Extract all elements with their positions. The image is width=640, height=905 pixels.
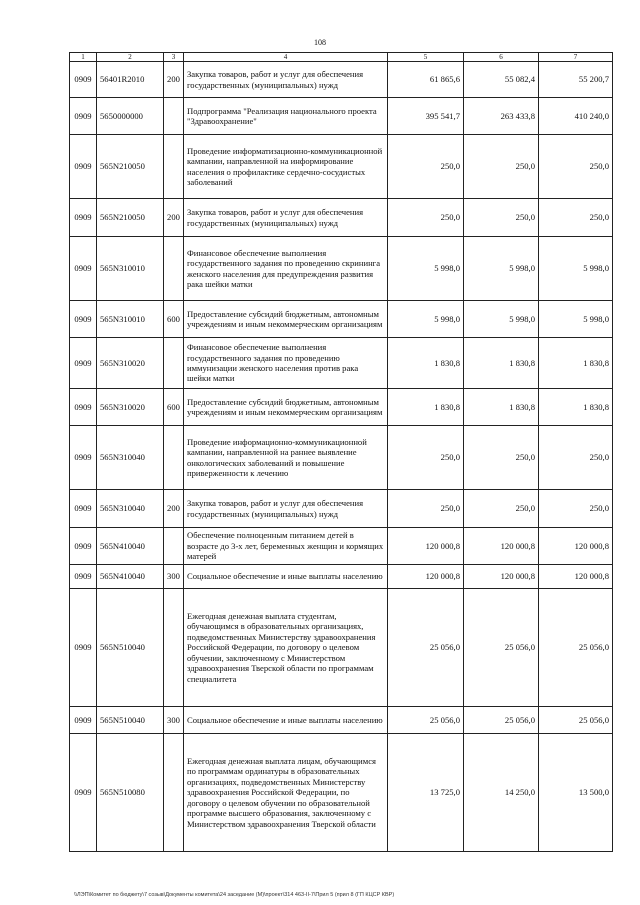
amount-year-3-cell: 1 830,8: [539, 338, 613, 389]
budget-table: [69, 52, 613, 852]
amount-year-2-cell: 55 082,4: [464, 62, 539, 98]
amount-year-2-cell: 25 056,0: [464, 707, 539, 734]
target-article-cell: 565N310020: [97, 389, 164, 426]
section-code-cell: 0909: [70, 301, 97, 338]
amount-year-1-cell: 250,0: [388, 490, 464, 528]
amount-year-2-cell: 1 830,8: [464, 338, 539, 389]
amount-year-2-cell: 250,0: [464, 199, 539, 237]
table-row: [70, 734, 613, 852]
amount-year-2-cell: 263 433,8: [464, 98, 539, 135]
amount-year-1-cell: 25 056,0: [388, 707, 464, 734]
amount-year-2-cell: 5 998,0: [464, 237, 539, 301]
table-row: [70, 301, 613, 338]
amount-year-2-cell: 120 000,8: [464, 565, 539, 589]
section-code-cell: 0909: [70, 62, 97, 98]
target-article-cell: 565N310010: [97, 301, 164, 338]
table-row: [70, 490, 613, 528]
section-code-cell: 0909: [70, 490, 97, 528]
section-code-cell: 0909: [70, 98, 97, 135]
file-path-footer: \\ЛЭП\Комитет по бюджету\7 созыв\Документы комитета\24 заседание (М)\проект\314 463-II-7\Прил 5 (прил 8 (ГП КЦСР КВР): [74, 892, 395, 898]
amount-year-3-cell: 120 000,8: [539, 528, 613, 565]
amount-year-2-cell: 250,0: [464, 426, 539, 490]
amount-year-3-cell: 5 998,0: [539, 301, 613, 338]
amount-year-1-cell: 120 000,8: [388, 528, 464, 565]
expense-type-cell: [164, 237, 184, 301]
target-article-cell: 565N310040: [97, 426, 164, 490]
expense-type-cell: [164, 98, 184, 135]
description-cell: Ежегодная денежная выплата лицам, обучающимся по программам ординатуры в образовательных организациях, подведомственных Министерству здравоохранения Российской Федерации, по договору о целевом обучении по образовательной программе высшего образования, заключенному с Министерством здравоохранения Тверской области: [184, 734, 388, 852]
amount-year-1-cell: 120 000,8: [388, 565, 464, 589]
amount-year-2-cell: 5 998,0: [464, 301, 539, 338]
table-row: [70, 528, 613, 565]
description-cell: Ежегодная денежная выплата студентам, обучающимся в образовательных организациях, подведомственных Министерству здравоохранения Российской Федерации, по договору о целевом обучении, заключенному с Министерством здравоохранения Тверской области по программам специалитета: [184, 589, 388, 707]
table-row: [70, 237, 613, 301]
amount-year-1-cell: 5 998,0: [388, 301, 464, 338]
section-code-cell: 0909: [70, 199, 97, 237]
expense-type-cell: 600: [164, 301, 184, 338]
expense-type-cell: [164, 338, 184, 389]
table-row: [70, 707, 613, 734]
column-header: 2: [97, 53, 164, 62]
section-code-cell: 0909: [70, 338, 97, 389]
amount-year-1-cell: 250,0: [388, 426, 464, 490]
amount-year-1-cell: 395 541,7: [388, 98, 464, 135]
amount-year-2-cell: 250,0: [464, 490, 539, 528]
description-cell: Предоставление субсидий бюджетным, автономным учреждениям и иным некоммерческим организациям: [184, 389, 388, 426]
description-cell: Социальное обеспечение и иные выплаты населению: [184, 707, 388, 734]
expense-type-cell: 600: [164, 389, 184, 426]
target-article-cell: 565N310010: [97, 237, 164, 301]
expense-type-cell: [164, 426, 184, 490]
amount-year-2-cell: 1 830,8: [464, 389, 539, 426]
description-cell: Подпрограмма "Реализация национального проекта "Здравоохранение": [184, 98, 388, 135]
table-row: [70, 62, 613, 98]
section-code-cell: 0909: [70, 528, 97, 565]
table-row: [70, 338, 613, 389]
description-cell: Закупка товаров, работ и услуг для обеспечения государственных (муниципальных) нужд: [184, 490, 388, 528]
target-article-cell: 565N510040: [97, 707, 164, 734]
amount-year-3-cell: 25 056,0: [539, 707, 613, 734]
amount-year-1-cell: 250,0: [388, 135, 464, 199]
description-cell: Проведение информационно-коммуникационной кампании, направленной на раннее выявление онкологических заболеваний и повышение приверженности к лечению: [184, 426, 388, 490]
table-row: [70, 389, 613, 426]
amount-year-3-cell: 250,0: [539, 490, 613, 528]
section-code-cell: 0909: [70, 389, 97, 426]
target-article-cell: 565N410040: [97, 528, 164, 565]
amount-year-1-cell: 61 865,6: [388, 62, 464, 98]
expense-type-cell: 300: [164, 565, 184, 589]
amount-year-3-cell: 250,0: [539, 426, 613, 490]
amount-year-3-cell: 55 200,7: [539, 62, 613, 98]
section-code-cell: 0909: [70, 135, 97, 199]
expense-type-cell: 300: [164, 707, 184, 734]
table-row: [70, 98, 613, 135]
description-cell: Закупка товаров, работ и услуг для обеспечения государственных (муниципальных) нужд: [184, 199, 388, 237]
target-article-cell: 565N210050: [97, 199, 164, 237]
expense-type-cell: [164, 734, 184, 852]
amount-year-3-cell: 25 056,0: [539, 589, 613, 707]
target-article-cell: 565N210050: [97, 135, 164, 199]
table-row: [70, 589, 613, 707]
table-row: [70, 426, 613, 490]
amount-year-3-cell: 13 500,0: [539, 734, 613, 852]
description-cell: Обеспечение полноценным питанием детей в возрасте до 3-х лет, беременных женщин и кормящих матерей: [184, 528, 388, 565]
amount-year-3-cell: 120 000,8: [539, 565, 613, 589]
description-cell: Финансовое обеспечение выполнения государственного задания по проведению скрининга женского населения для предупреждения развития рака шейки матки: [184, 237, 388, 301]
expense-type-cell: 200: [164, 62, 184, 98]
section-code-cell: 0909: [70, 237, 97, 301]
section-code-cell: 0909: [70, 565, 97, 589]
amount-year-3-cell: 1 830,8: [539, 389, 613, 426]
amount-year-1-cell: 1 830,8: [388, 338, 464, 389]
amount-year-3-cell: 5 998,0: [539, 237, 613, 301]
amount-year-2-cell: 25 056,0: [464, 589, 539, 707]
description-cell: Предоставление субсидий бюджетным, автономным учреждениям и иным некоммерческим организациям: [184, 301, 388, 338]
column-header: 7: [539, 53, 613, 62]
amount-year-3-cell: 250,0: [539, 199, 613, 237]
table-header-row: [70, 53, 613, 62]
table-row: [70, 199, 613, 237]
amount-year-1-cell: 1 830,8: [388, 389, 464, 426]
description-cell: Финансовое обеспечение выполнения государственного задания по проведению иммунизации женского населения против рака шейки матки: [184, 338, 388, 389]
section-code-cell: 0909: [70, 707, 97, 734]
amount-year-1-cell: 13 725,0: [388, 734, 464, 852]
amount-year-1-cell: 25 056,0: [388, 589, 464, 707]
expense-type-cell: [164, 589, 184, 707]
column-header: 6: [464, 53, 539, 62]
table-row: [70, 565, 613, 589]
target-article-cell: 565N310040: [97, 490, 164, 528]
amount-year-2-cell: 120 000,8: [464, 528, 539, 565]
expense-type-cell: 200: [164, 199, 184, 237]
column-header: 1: [70, 53, 97, 62]
table-row: [70, 135, 613, 199]
section-code-cell: 0909: [70, 734, 97, 852]
description-cell: Проведение информатизационно-коммуникационной кампании, направленной на информирование населения о профилактике сердечно-сосудистых заболеваний: [184, 135, 388, 199]
section-code-cell: 0909: [70, 589, 97, 707]
page-number: 108: [314, 38, 326, 47]
section-code-cell: 0909: [70, 426, 97, 490]
amount-year-3-cell: 250,0: [539, 135, 613, 199]
target-article-cell: 565N510080: [97, 734, 164, 852]
expense-type-cell: 200: [164, 490, 184, 528]
column-header: 5: [388, 53, 464, 62]
description-cell: Социальное обеспечение и иные выплаты населению: [184, 565, 388, 589]
expense-type-cell: [164, 135, 184, 199]
target-article-cell: 565N310020: [97, 338, 164, 389]
amount-year-2-cell: 14 250,0: [464, 734, 539, 852]
target-article-cell: 565N510040: [97, 589, 164, 707]
column-header: 4: [184, 53, 388, 62]
amount-year-1-cell: 250,0: [388, 199, 464, 237]
amount-year-1-cell: 5 998,0: [388, 237, 464, 301]
amount-year-2-cell: 250,0: [464, 135, 539, 199]
column-header: 3: [164, 53, 184, 62]
target-article-cell: 56401R2010: [97, 62, 164, 98]
target-article-cell: 5650000000: [97, 98, 164, 135]
description-cell: Закупка товаров, работ и услуг для обеспечения государственных (муниципальных) нужд: [184, 62, 388, 98]
expense-type-cell: [164, 528, 184, 565]
amount-year-3-cell: 410 240,0: [539, 98, 613, 135]
target-article-cell: 565N410040: [97, 565, 164, 589]
